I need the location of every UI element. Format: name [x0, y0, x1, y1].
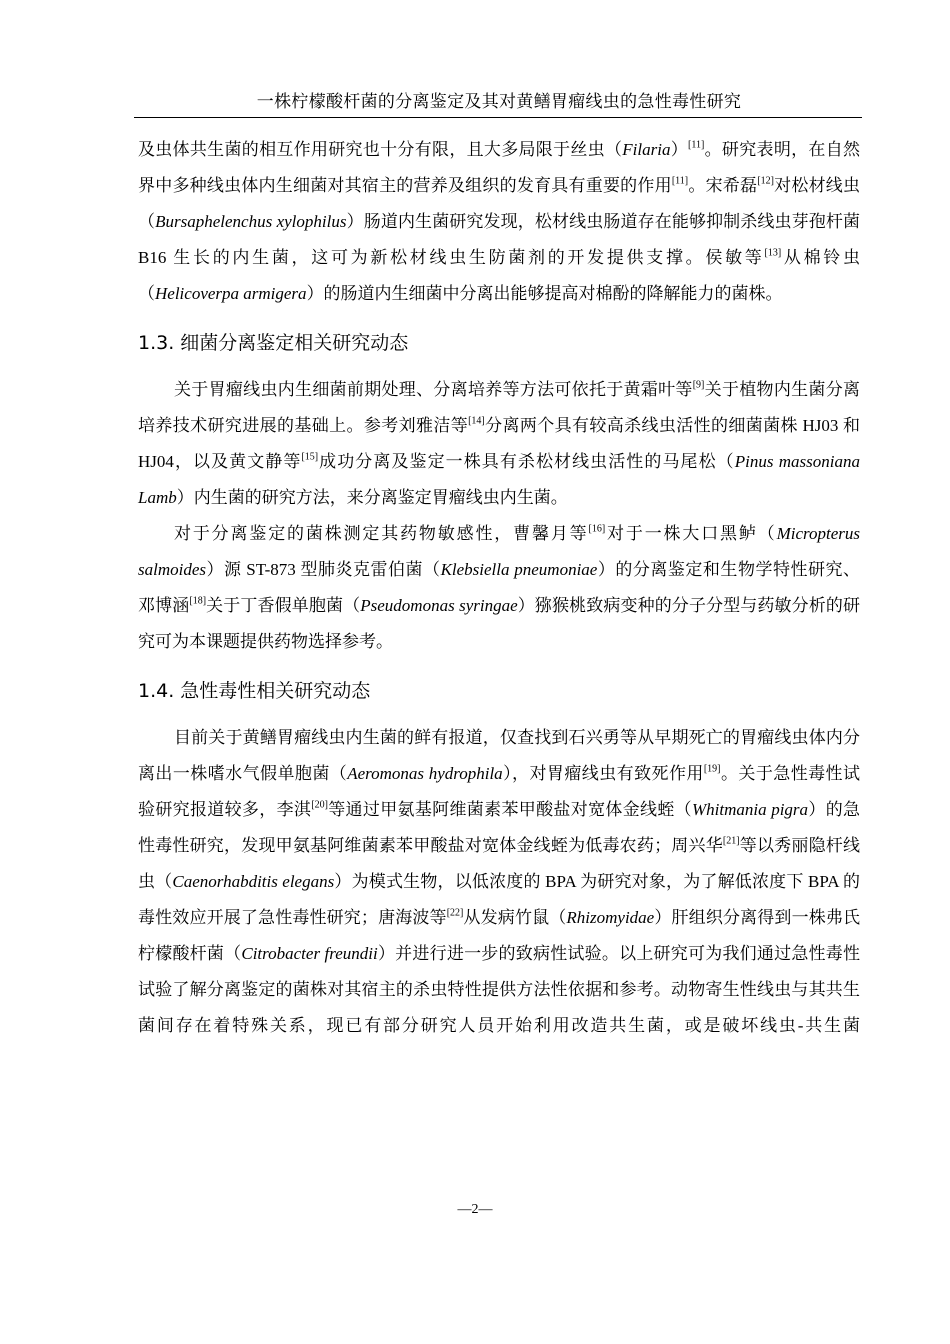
species-name: Whitmania pigra	[692, 800, 809, 819]
species-name: Citrobacter freundii	[241, 944, 378, 963]
citation: [22]	[446, 907, 464, 919]
citation: [18]	[189, 595, 207, 607]
citation: [15]	[301, 451, 319, 463]
section-1-3-paragraph-2: 对于分离鉴定的菌株测定其药物敏感性，曹馨月等[16]对于一株大口黑鲈（Micropterus salmoides）源 ST-873 型肺炎克雷伯菌（Klebsiella pneumoniae）的分离鉴定和生物学特性研究、邓博涵[18]关于丁香假单胞菌（Pseudomonas syringae）猕猴桃致病变种的分子分型与药敏分析的研究可为本课题提供药物选择参考。	[138, 523, 861, 651]
citation: [12]	[757, 175, 774, 187]
header-rule	[134, 117, 862, 118]
citation: [11]	[688, 139, 705, 151]
citation: [19]	[703, 763, 721, 775]
species-name: Pseudomonas syringae	[360, 596, 518, 615]
section-heading-1-3: 1.3. 细菌分离鉴定相关研究动态	[138, 332, 409, 354]
citation: [13]	[764, 247, 782, 259]
species-name: Filaria	[622, 140, 671, 159]
intro-paragraph: 及虫体共生菌的相互作用研究也十分有限，且大多局限于丝虫（Filaria）[11]。研究表明，在自然界中多种线虫体内生细菌对其宿主的营养及组织的发育具有重要的作用[11]。宋希磊[12]对松材线虫（Bursaphelenchus xylophilus）肠道内生菌研究发现，松材线虫肠道存在能够抑制杀线虫芽孢杆菌 B16 生长的内生菌，这可为新松材线虫生防菌剂的开发提供支撑。侯敏等[13]从棉铃虫（Helicoverpa armigera）的肠道内生细菌中分离出能够提高对棉酚的降解能力的菌株。	[138, 139, 861, 303]
section-heading-1-4: 1.4. 急性毒性相关研究动态	[138, 680, 371, 702]
species-name: Bursaphelenchus xylophilus	[155, 212, 347, 231]
species-name: Micropterus salmoides	[138, 524, 861, 579]
citation: [21]	[722, 835, 740, 847]
citation: [20]	[311, 799, 328, 811]
species-name: Pinus massoniana Lamb	[138, 452, 860, 507]
page-number: —2—	[457, 1202, 493, 1217]
species-name: Aeromonas hydrophila	[347, 764, 503, 783]
citation: [14]	[468, 415, 485, 427]
species-name: Caenorhabditis elegans	[172, 872, 335, 891]
section-1-4-paragraph-1: 目前关于黄鳝胃瘤线虫内生菌的鲜有报道，仅查找到石兴勇等从早期死亡的胃瘤线虫体内分离出一株嗜水气假单胞菌（Aeromonas hydrophila），对胃瘤线虫有致死作用[19]。关于急性毒性试验研究报道较多，李淇[20]等通过甲氨基阿维菌素苯甲酸盐对宽体金线蛭（Whitmania pigra）的急性毒性研究，发现甲氨基阿维菌素苯甲酸盐对宽体金线蛭为低毒农药；周兴华[21]等以秀丽隐杆线虫（Caenorhabditis elegans）为模式生物，以低浓度的 BPA 为研究对象，为了解低浓度下 BPA 的毒性效应开展了急性毒性研究；唐海波等[22]从发病竹鼠（Rhizomyidae）肝组织分离得到一株弗氏柠檬酸杆菌（Citrobacter freundii）并进行进一步的致病性试验。以上研究可为我们通过急性毒性试验了解分离鉴定的菌株对其宿主的杀虫特性提供方法性依据和参考。动物寄生性线虫与其共生菌间存在着特殊关系，现已有部分研究人员开始利用改造共生菌，或是破坏线虫-共生菌	[138, 728, 861, 1035]
species-name: Rhizomyidae	[566, 908, 655, 927]
running-header: 一株柠檬酸杆菌的分离鉴定及其对黄鳝胃瘤线虫的急性毒性研究	[256, 92, 742, 111]
species-name: Klebsiella pneumoniae	[440, 560, 598, 579]
section-1-3-paragraph-1: 关于胃瘤线虫内生细菌前期处理、分离培养等方法可依托于黄霜叶等[9]关于植物内生菌分离培养技术研究进展的基础上。参考刘雅洁等[14]分离两个具有较高杀线虫活性的细菌菌株 HJ03 和 HJ04，以及黄文静等[15]成功分离及鉴定一株具有杀松材线虫活性的马尾松（Pinus massoniana Lamb）内生菌的研究方法，来分离鉴定胃瘤线虫内生菌。	[138, 379, 861, 507]
document-body	[138, 132, 860, 1044]
citation: [16]	[588, 523, 606, 535]
citation: [9]	[692, 379, 705, 391]
species-name: Helicoverpa armigera	[155, 284, 307, 303]
citation: [11]	[671, 175, 689, 187]
